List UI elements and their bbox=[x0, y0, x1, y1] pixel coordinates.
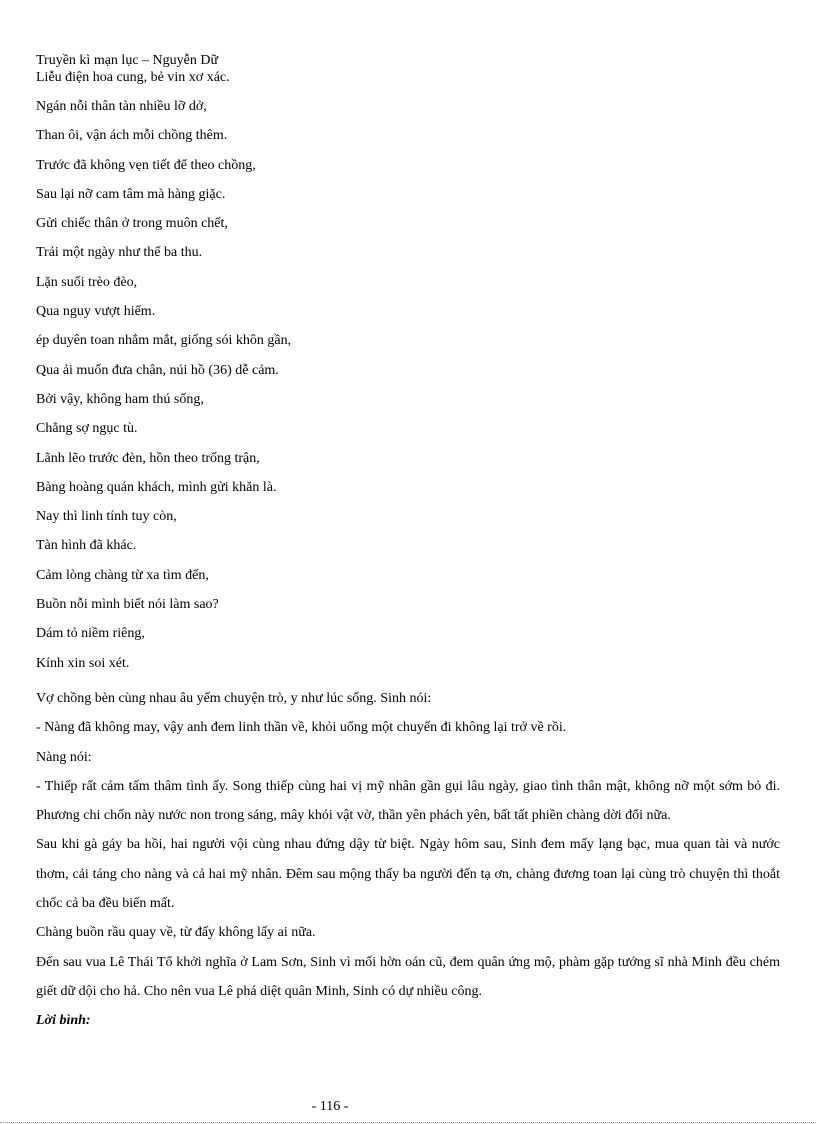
poem-line: Ngán nỗi thân tàn nhiều lỡ dở, bbox=[36, 99, 207, 114]
poem-line: Nay thì linh tính tuy còn, bbox=[36, 509, 177, 525]
paragraph: Chàng buồn rầu quay về, từ đấy không lấy ai nữa. bbox=[36, 925, 316, 941]
poem-line: Sau lại nỡ cam tâm mà hàng giặc. bbox=[36, 186, 226, 202]
paragraph: - Thiếp rất cảm tấm thâm tình ấy. Song thiếp cùng hai vị mỹ nhân gần gụi lâu ngày, giao tình thân mật, không nỡ một sớm bỏ đi. Phương chi chốn này nước non trong sáng, mây khói vật vờ, thần yên phách yên, bất tất phiền chàng dời đổi nữa. bbox=[36, 778, 780, 824]
poem-line: Lặn suối trèo đèo, bbox=[36, 274, 138, 290]
poem-line: Than ôi, vận ách mỗi chồng thêm. bbox=[36, 128, 228, 144]
poem-line: ép duyên toan nhắm mắt, giống sói khôn gần, bbox=[36, 333, 292, 349]
page-number: - 116 - bbox=[311, 1099, 349, 1114]
poem-line: Bởi vậy, không ham thú sống, bbox=[36, 391, 204, 407]
paragraph: Vợ chồng bèn cùng nhau âu yếm chuyện trò, y như lúc sống. Sinh nói: bbox=[36, 690, 432, 706]
poem bbox=[36, 98, 780, 684]
poem-line: Lãnh lẽo trước đèn, hồn theo trống trận, bbox=[36, 450, 260, 466]
poem-line: Trước đã không vẹn tiết để theo chồng, bbox=[36, 157, 256, 173]
running-header: Truyền kì mạn lục – Nguyễn Dữ bbox=[36, 53, 219, 68]
poem-line: Gửi chiếc thân ở trong muôn chết, bbox=[36, 216, 228, 232]
poem-line: Chẳng sợ ngục tù. bbox=[36, 421, 138, 437]
document-page bbox=[36, 52, 780, 1036]
poem-line: Qua ải muốn đưa chân, núi hồ (36) dễ cảm. bbox=[36, 362, 279, 378]
poem-line: Tàn hình đã khác. bbox=[36, 538, 137, 554]
poem-line: Bàng hoàng quán khách, mình gửi khăn là. bbox=[36, 479, 277, 495]
poem-line: Kính xin soi xét. bbox=[36, 655, 130, 671]
poem-line: Trải một ngày như thể ba thu. bbox=[36, 245, 203, 261]
paragraph: Sau khi gà gáy ba hồi, hai người vội cùng nhau đứng dậy từ biệt. Ngày hôm sau, Sinh đem mấy lạng bạc, mua quan tài và nước thơm, cải táng cho nàng và cả hai mỹ nhân. Đêm sau mộng thấy ba người đến tạ ơn, chàng đương toan lại cùng trò chuyện thì thoắt chốc cả ba đều biến mất. bbox=[36, 837, 780, 912]
poem-line: Buồn nỗi mình biết nói làm sao? bbox=[36, 597, 219, 613]
paragraph: Nàng nói: bbox=[36, 749, 92, 765]
poem-line: Dám tỏ niềm riêng, bbox=[36, 626, 145, 642]
paragraph: Đến sau vua Lê Thái Tổ khởi nghĩa ở Lam Sơn, Sinh vì mối hờn oán cũ, đem quân ứng mộ, phàm gặp tướng sĩ nhà Minh đều chém giết dữ dội cho hả. Cho nên vua Lê phá diệt quân Minh, Sinh có dự nhiều công. bbox=[36, 954, 780, 999]
poem-line: Cảm lòng chàng từ xa tìm đến, bbox=[36, 567, 209, 583]
poem-line: Qua nguy vượt hiểm. bbox=[36, 304, 156, 320]
poem-first-line: Liễu điện hoa cung, bẻ vin xơ xác. bbox=[36, 70, 230, 85]
paragraph: - Nàng đã không may, vậy anh đem linh thần về, khỏi uổng một chuyến đi không lại trở về rồi. bbox=[36, 720, 567, 736]
commentary-heading: Lời bình: bbox=[36, 1013, 91, 1029]
